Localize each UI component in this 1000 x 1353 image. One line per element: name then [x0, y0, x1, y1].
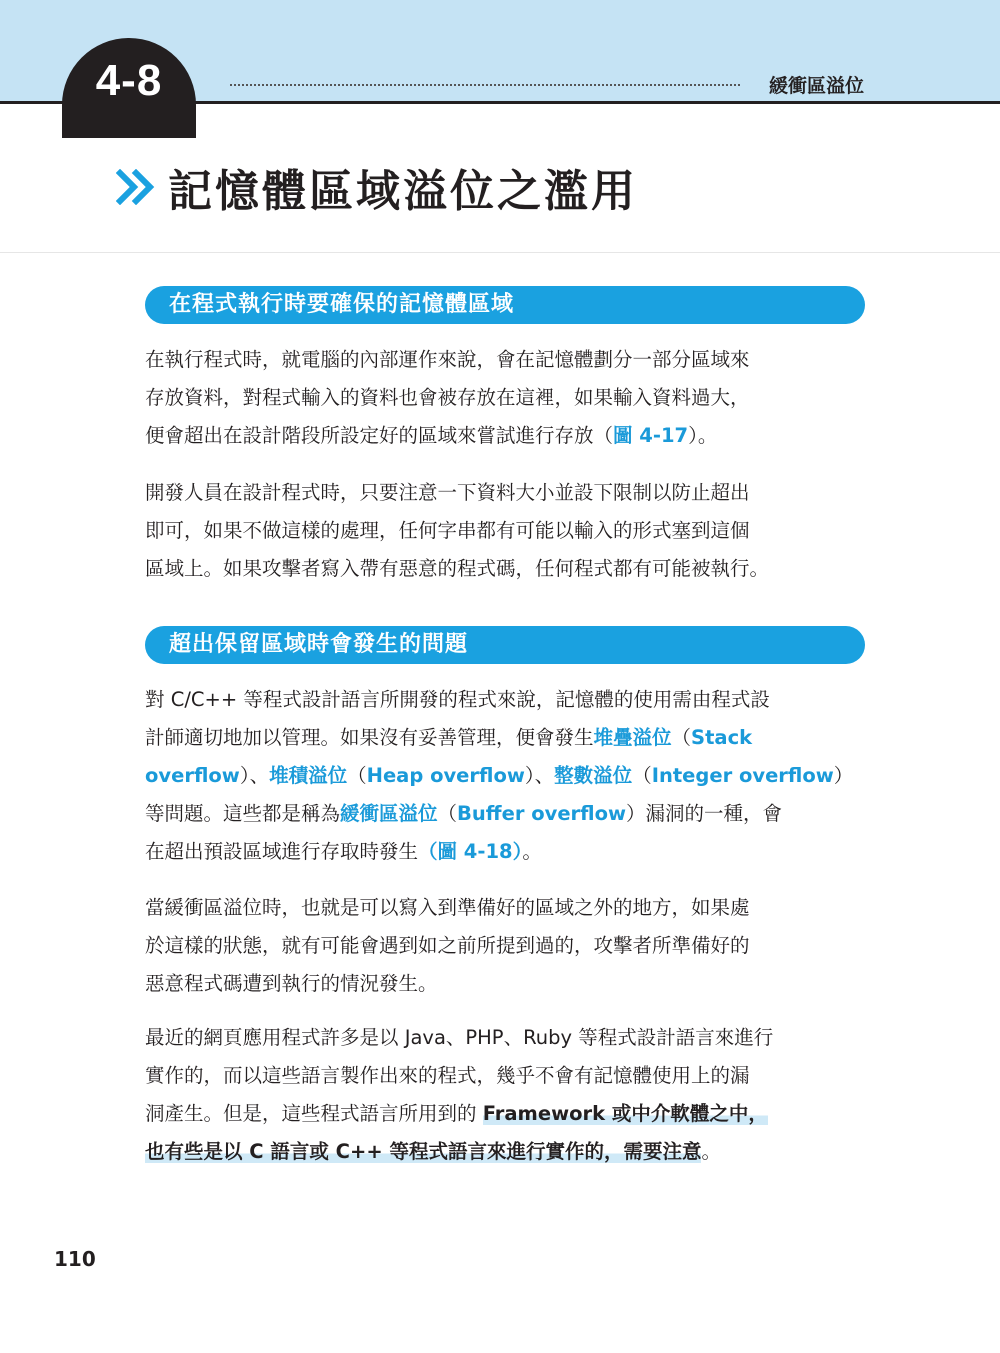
highlighted-text: 也有些是以 C 語言或 C++ 等程式語言來進行實作的，需要注意: [145, 1140, 702, 1163]
section-number-tab: 4-8: [62, 38, 196, 138]
subheading-memory-region: 在程式執行時要確保的記憶體區域: [145, 286, 865, 324]
dot-leader: [230, 84, 740, 86]
highlighted-text: Framework 或中介軟體之中，: [482, 1102, 768, 1125]
running-title: 緩衝區溢位: [768, 75, 864, 97]
paragraph: 當緩衝區溢位時，也就是可以寫入到準備好的區域之外的地方，如果處 於這樣的狀態，就有可能會遇到如之前所提到過的，攻擊者所準備好的 惡意程式碼遭到執行的情況發生。: [145, 896, 750, 995]
subheading-overflow-problems: 超出保留區域時會發生的問題: [145, 626, 865, 664]
figure-reference: 圖 4-17: [613, 424, 689, 447]
term-buffer-overflow: 緩衝區溢位: [340, 802, 438, 825]
page-title: 記憶體區域溢位之濫用: [168, 166, 638, 217]
paragraph: 對 C/C++ 等程式設計語言所開發的程式來說，記憶體的使用需由程式設 計師適切地加以管理。如果沒有妥善管理，便會發生堆疊溢位（Stack overflow）、堆積溢位（Heap overflow）、整數溢位（Integer overflow） 等問題。這些都是稱為緩衝區溢位（Buffer overflow）漏洞的一種，會 在超出預設區域進行存取時發生（圖 4-18）。: [145, 688, 854, 863]
term-integer-overflow: 整數溢位: [554, 764, 633, 787]
page-number: 110: [54, 1247, 96, 1271]
term-heap-overflow: 堆積溢位: [269, 764, 348, 787]
paragraph: 開發人員在設計程式時，只要注意一下資料大小並設下限制以防止超出 即可，如果不做這樣的處理，任何字串都有可能以輸入的形式塞到這個 區域上。如果攻擊者寫入帶有惡意的程式碼，任何程式都有可能被執行。: [145, 481, 770, 580]
term-stack-overflow: 堆疊溢位: [593, 726, 672, 749]
paragraph: 在執行程式時，就電腦的內部運作來說，會在記憶體劃分一部分區域來 存放資料，對程式輸入的資料也會被存放在這裡，如果輸入資料過大， 便會超出在設計階段所設定好的區域來嘗試進行存放（圖 4-17）。: [145, 348, 750, 447]
paragraph: 最近的網頁應用程式許多是以 Java、PHP、Ruby 等程式設計語言來進行 實作的，而以這些語言製作出來的程式，幾乎不會有記憶體使用上的漏 洞產生。但是，這些程式語言所用到的 Framework 或中介軟體之中， 也有些是以 C 語言或 C++ 等程式語言來進行實作的，需要注意。: [145, 1026, 774, 1163]
double-chevron-icon: [116, 169, 156, 205]
figure-reference: （圖 4-18）: [418, 840, 523, 863]
